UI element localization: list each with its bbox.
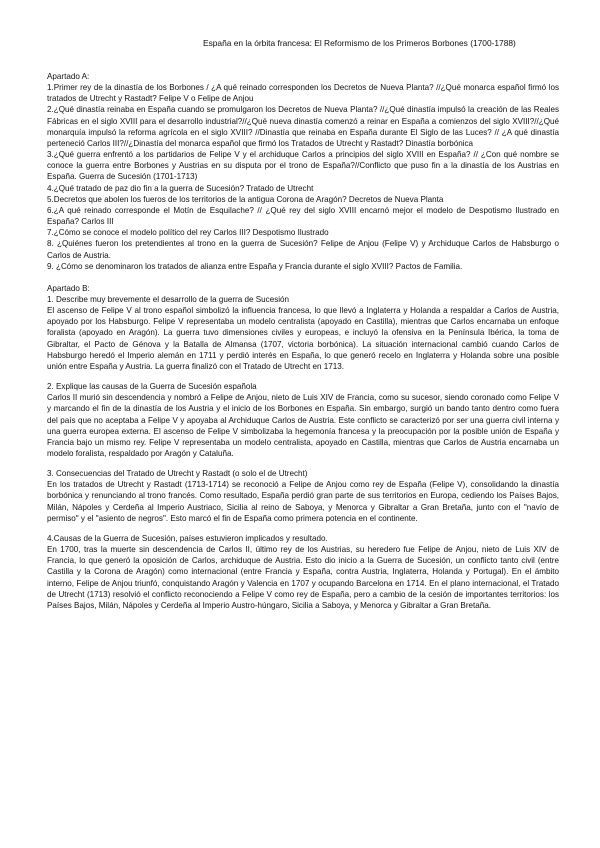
section-a-heading: Apartado A:: [47, 72, 90, 81]
question-3-answer: En los tratados de Utrecht y Rastadt (1713-1714) se reconoció a Felipe de Anjou como rey de España (Felipe V), consolidando la dinastía borbónica y renunciando al trono francés. Como resultado, España perdió gran parte de sus territorios en Europa, cediendo los Países Bajos, Milán, Nápoles y Cerdeña al Imperio Austriaco, Sicilia al reino de Saboya, y Menorca y Gibraltar a Gran Bretaña, junto con el "navío de permiso" y el "asiento de negros". Esto marcó el fin de España como primera potencia en el continente.: [47, 480, 559, 523]
section-a-item-8: 8. ¿Quiénes fueron los pretendientes al trono en la guerra de Sucesión? Felipe de Anjou (Felipe V) y Archiduque Carlos de Habsburgo o Carlos de Austria.: [47, 239, 559, 260]
document-title: España en la órbita francesa: El Reformismo de los Primeros Borbones (1700-1788): [203, 38, 516, 48]
section-a-item-9: 9. ¿Cómo se denominaron los tratados de alianza entre España y Francia durante el siglo XVIII? Pactos de Familia.: [47, 261, 463, 271]
document-body: [47, 71, 559, 611]
spacer: [47, 372, 559, 381]
question-3-title: 3. Consecuencias del Tratado de Utrecht y Rastadt (o solo el de Utrecht): [47, 469, 308, 479]
spacer: [47, 459, 559, 468]
question-2-title: 2. Explique las causas de la Guerra de Sucesión española: [47, 382, 257, 392]
section-a-item-7: 7.¿Cómo se conoce el modelo político del rey Carlos III? Despotismo Ilustrado: [47, 228, 329, 238]
section-a-item-1: 1.Primer rey de la dinastía de los Borbones / ¿A qué reinado corresponden los Decretos de Nueva Planta? //¿Qué monarca español firmó los tratados de Utrecht y Rastadt? Felipe V o Felipe de Anjou: [47, 83, 559, 104]
section-a-item-4: 4.¿Qué tratado de paz dio fin a la guerra de Sucesión? Tratado de Utrecht: [47, 183, 314, 193]
section-a-item-6: 6.¿A qué reinado corresponde el Motín de Esquilache? // ¿Qué rey del siglo XVIII encarnó mejor el modelo de Despotismo Ilustrado en España? Carlos III: [47, 205, 559, 227]
section-a-item-5: 5.Decretos que abolen los fueros de los territorios de la antigua Corona de Aragón? Decretos de Nueva Planta: [47, 194, 444, 204]
question-4-answer: En 1700, tras la muerte sin descendencia de Carlos II, último rey de los Austrias, su heredero fue Felipe de Anjou, nieto de Luis XIV de Francia, lo que generó la oposición de Carlos, archiduque de Austria. Esto dio inicio a la Guerra de Sucesión, un conflicto tanto civil (entre Castilla y la Corona de Aragón) como internacional (entre Francia y España, contra Austria, Inglaterra, Holanda y Portugal). En el ámbito interno, Felipe de Anjou triunfó, conquistando Aragón y Valencia en 1707 y ocupando Barcelona en 1714. En el plano internacional, el Tratado de Utrecht (1713) resolvió el conflicto reconociendo a Felipe V como rey de España, pero a cambio de la cesión de importantes territorios: los Países Bajos, Milán, Nápoles y Cerdeña al Imperio Austro-húngaro, Sicilia a Saboya, y Menorca y Gibraltar a Gran Bretaña.: [47, 545, 559, 610]
spacer: [47, 524, 559, 533]
question-4-title: 4.Causas de la Guerra de Sucesión, países estuvieron implicados y resultado.: [47, 533, 328, 543]
question-2-answer: Carlos II murió sin descendencia y nombró a Felipe de Anjou, nieto de Luis XIV de Francia, como su sucesor, siendo coronado como Felipe V y marcando el fin de la dinastía de los Austria y el inicio de los Borbones en España. Sin embargo, surgió un bando tanto dentro como fuera del país que no aceptaba a Felipe V y apoyaba al Archiduque Carlos de Austria. Este conflicto se caracterizó por ser una guerra civil interna y una guerra europea externa. El ascenso de Felipe V simbolizaba la hegemonía francesa y la preocupación por la posible unión de España y Francia bajo un mismo rey. Felipe V representaba un modelo centralista, apoyado en Castilla, mientras que Carlos de Austria encarnaba un modelo foralista, respaldado por Aragón y Cataluña.: [47, 393, 559, 458]
section-a-item-3: 3.¿Qué guerra enfrentó a los partidarios de Felipe V y el archiduque Carlos a principios del siglo XVIII en España? // ¿Con qué nombre se conoce la guerra entre Borbones y Austrias en su disputa por el trono de España?//Conflicto que puso fin a la dinastía de los Austrias en España. Guerra de Sucesión (1701-1713): [47, 150, 559, 182]
question-1-title: 1. Describe muy brevemente el desarrollo de la guerra de Sucesión: [47, 294, 290, 304]
question-1-answer: El ascenso de Felipe V al trono español simbolizó la influencia francesa, lo que llevó a Inglaterra y Holanda a respaldar a Carlos de Austria, apoyado por los Habsburgo. Felipe V representaba un modelo centralista (apoyado en Castilla), mientras que Carlos encarnaba un enfoque foralista (apoyado en Aragón). La guerra tuvo dimensiones civiles y europeas, e incluyó la ofensiva en la Península Ibérica, la toma de Gibraltar, el Pacto de Génova y la Batalla de Almansa (1707, victoria borbónica). La situación internacional cambió cuando Carlos de Habsburgo heredó el Imperio alemán en 1711 y perdió interés en España, lo que generó recelo en Inglaterra y Holanda sobre una posible unión entre España y Austria. La guerra finalizó con el Tratado de Utrecht en 1713.: [47, 306, 559, 371]
spacer: [47, 272, 559, 283]
section-a-item-2: 2.¿Qué dinastía reinaba en España cuando se promulgaron los Decretos de Nueva Planta? //¿Qué dinastía impulsó la creación de las Reales Fábricas en el siglo XVIII para el desarrollo industrial?//¿Qué nueva dinastía comenzó a reinar en España a comienzos del siglo XVIII?//¿Qué monarquía impulsó la reforma agrícola en el siglo XVIII? //Dinastía que reinaba en España durante El Siglo de las Luces? // ¿A qué dinastía perteneció Carlos III?//¿Dinastía del monarca español que firmó los Tratados de Utrecht y Rastadt? Dinastía borbónica: [47, 105, 559, 148]
section-b-heading: Apartado B:: [47, 283, 90, 293]
